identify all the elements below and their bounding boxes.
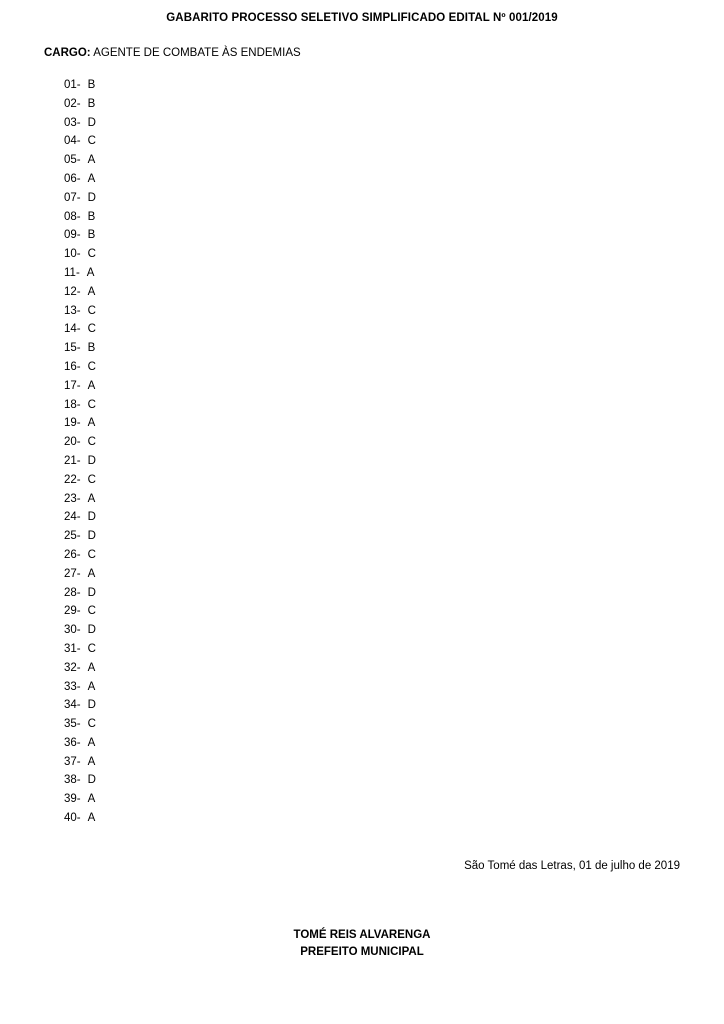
answer-letter: C [87, 360, 96, 373]
answer-letter: A [87, 567, 96, 580]
answer-row [64, 245, 96, 264]
answer-letter: B [87, 97, 96, 110]
answer-row [64, 527, 96, 546]
question-number: 02- [64, 97, 81, 110]
question-number: 37- [64, 755, 81, 768]
answer-row [64, 320, 96, 339]
answer-letter: C [87, 548, 96, 561]
question-number: 40- [64, 812, 81, 825]
answer-row [64, 358, 96, 377]
answer-letter: A [87, 154, 96, 167]
signer-name: TOMÉ REIS ALVARENGA [293, 929, 431, 941]
answer-letter: B [87, 229, 96, 242]
answer-letter: D [87, 530, 96, 543]
question-number: 15- [64, 342, 81, 355]
answer-row [64, 715, 96, 734]
answer-row [64, 396, 96, 415]
signature-block [0, 927, 724, 961]
answer-letter: A [87, 492, 96, 505]
question-number: 16- [64, 360, 81, 373]
answer-letter: C [87, 473, 96, 486]
answer-row [64, 734, 96, 753]
answer-letter: B [87, 79, 96, 91]
document-title: GABARITO PROCESSO SELETIVO SIMPLIFICADO EDITAL Nº 001/2019 [166, 12, 558, 24]
question-number: 06- [64, 172, 81, 185]
answer-letter: A [87, 680, 96, 693]
question-number: 32- [64, 661, 81, 674]
question-number: 19- [64, 417, 81, 430]
answer-row [64, 114, 96, 133]
answer-row [64, 565, 96, 584]
answer-row [64, 302, 96, 321]
answer-letter: D [87, 116, 96, 129]
question-number: 01- [64, 79, 81, 91]
answer-letter: A [87, 417, 96, 430]
answer-row [64, 452, 96, 471]
question-number: 07- [64, 191, 81, 204]
answer-letter: D [87, 774, 96, 787]
answer-row [64, 471, 96, 490]
answer-row [64, 546, 96, 565]
answer-letter: D [87, 191, 96, 204]
question-number: 36- [64, 736, 81, 749]
question-number: 35- [64, 718, 81, 731]
answer-row [64, 584, 96, 603]
answer-letter: C [87, 135, 96, 148]
answer-letter: C [87, 304, 96, 317]
answer-letter: B [87, 210, 96, 223]
answer-row [64, 414, 96, 433]
answer-letter: C [87, 398, 96, 411]
answer-letter: C [87, 323, 96, 336]
answer-letter: A [87, 736, 96, 749]
question-number: 12- [64, 285, 81, 298]
answer-letter: A [87, 285, 96, 298]
question-number: 33- [64, 680, 81, 693]
question-number: 20- [64, 436, 81, 449]
answer-letter: A [87, 755, 96, 768]
question-number: 05- [64, 154, 81, 167]
answer-row [64, 621, 96, 640]
question-number: 17- [64, 379, 81, 392]
question-number: 25- [64, 530, 81, 543]
answer-letter: C [87, 718, 96, 731]
answer-letter: C [87, 642, 96, 655]
question-number: 11- [64, 266, 80, 279]
answer-row [64, 640, 96, 659]
answer-row [64, 170, 96, 189]
answer-letter: A [87, 661, 96, 674]
question-number: 13- [64, 304, 81, 317]
answer-letter: C [87, 248, 96, 261]
signer-role: PREFEITO MUNICIPAL [300, 946, 424, 958]
cargo-label: CARGO: [44, 47, 91, 59]
question-number: 30- [64, 624, 81, 637]
question-number: 10- [64, 248, 81, 261]
answer-letter: A [87, 793, 96, 806]
answer-letter: A [87, 379, 96, 392]
answer-letter: D [87, 699, 96, 712]
answer-row [64, 809, 96, 828]
answer-letter: C [87, 605, 96, 618]
question-number: 27- [64, 567, 81, 580]
answer-letter: D [87, 624, 96, 637]
answer-row [64, 602, 96, 621]
answer-row [64, 433, 96, 452]
cargo-line [44, 47, 301, 59]
answer-row [64, 264, 96, 283]
question-number: 08- [64, 210, 81, 223]
question-number: 21- [64, 454, 81, 467]
answer-letter: D [87, 454, 96, 467]
answer-row [64, 771, 96, 790]
answer-letter: A [86, 266, 95, 279]
question-number: 29- [64, 605, 81, 618]
cargo-value: AGENTE DE COMBATE ÀS ENDEMIAS [93, 47, 301, 59]
answer-row [64, 76, 96, 95]
answer-row [64, 339, 96, 358]
answer-row [64, 151, 96, 170]
place-and-date: São Tomé das Letras, 01 de julho de 2019 [464, 860, 680, 872]
question-number: 24- [64, 511, 81, 524]
answer-row [64, 490, 96, 509]
question-number: 31- [64, 642, 81, 655]
question-number: 34- [64, 699, 81, 712]
question-number: 22- [64, 473, 81, 486]
question-number: 28- [64, 586, 81, 599]
question-number: 14- [64, 323, 81, 336]
answer-row [64, 790, 96, 809]
answer-key-list [64, 76, 96, 828]
answer-row [64, 132, 96, 151]
answer-letter: D [87, 511, 96, 524]
question-number: 04- [64, 135, 81, 148]
question-number: 23- [64, 492, 81, 505]
question-number: 38- [64, 774, 81, 787]
answer-letter: A [87, 812, 96, 825]
answer-row [64, 678, 96, 697]
answer-row [64, 283, 96, 302]
question-number: 03- [64, 116, 81, 129]
answer-row [64, 189, 96, 208]
question-number: 26- [64, 548, 81, 561]
answer-row [64, 377, 96, 396]
answer-letter: D [87, 586, 96, 599]
answer-row [64, 659, 96, 678]
answer-row [64, 753, 96, 772]
question-number: 39- [64, 793, 81, 806]
answer-row [64, 508, 96, 527]
answer-row [64, 226, 96, 245]
question-number: 09- [64, 229, 81, 242]
answer-letter: C [87, 436, 96, 449]
answer-letter: B [87, 342, 96, 355]
answer-row [64, 696, 96, 715]
answer-letter: A [87, 172, 96, 185]
question-number: 18- [64, 398, 81, 411]
answer-row [64, 95, 96, 114]
answer-row [64, 208, 96, 227]
